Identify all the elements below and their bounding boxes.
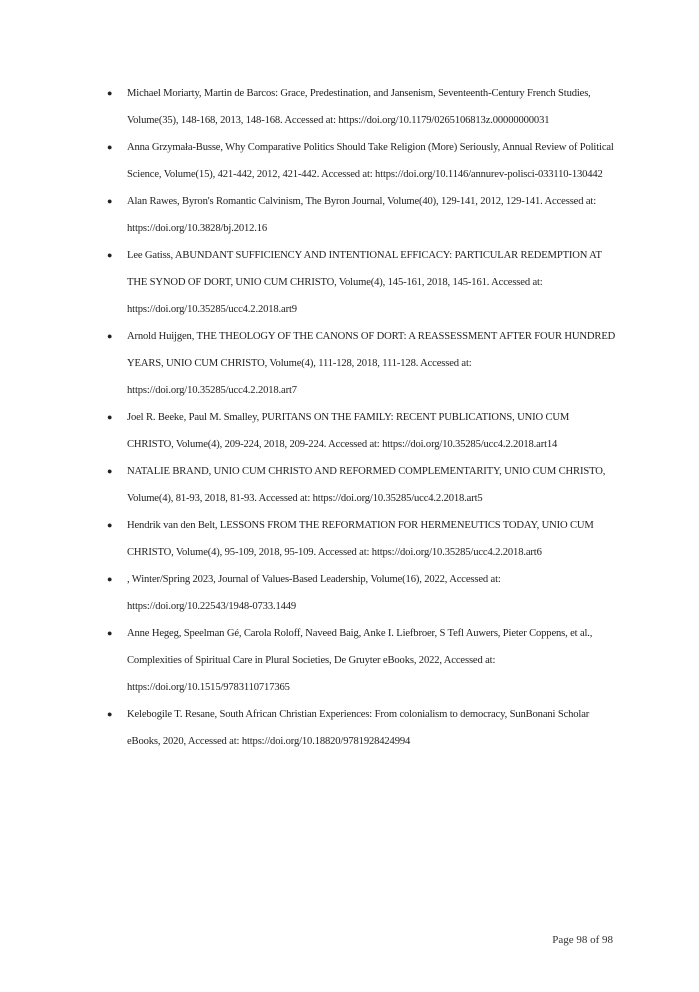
reference-text: Michael Moriarty, Martin de Barcos: Grace, Predestination, and Jansenism, Seventeenth-Century French Studies, Volume(35), 148-168, 2013, 148-168. Accessed at: https://doi.org/10.1179/0265106813z.00000000031 (127, 88, 591, 126)
reference-list (106, 80, 616, 755)
reference-item (106, 134, 616, 188)
reference-text: Arnold Huijgen, THE THEOLOGY OF THE CANONS OF DORT: A REASSESSMENT AFTER FOUR HUNDRED YEARS, UNIO CUM CHRISTO, Volume(4), 111-128, 2018, 111-128. Accessed at: https://doi.org/10.35285/ucc4.2.2018.art7 (127, 331, 616, 396)
bullet-icon: ● (107, 331, 113, 341)
reference-item (106, 566, 616, 620)
reference-item (106, 620, 616, 701)
reference-text: Kelebogile T. Resane, South African Christian Experiences: From colonialism to democracy, SunBonani Scholar eBooks, 2020, Accessed at: https://doi.org/10.18820/9781928424994 (127, 709, 590, 747)
reference-item (106, 242, 616, 323)
reference-text: Lee Gatiss, ABUNDANT SUFFICIENCY AND INTENTIONAL EFFICACY: PARTICULAR REDEMPTION AT THE SYNOD OF DORT, UNIO CUM CHRISTO, Volume(4), 145-161, 2018, 145-161. Accessed at: https://doi.org/10.35285/ucc4.2.2018.art9 (127, 250, 602, 315)
reference-text: Hendrik van den Belt, LESSONS FROM THE REFORMATION FOR HERMENEUTICS TODAY, UNIO CUM CHRISTO, Volume(4), 95-109, 2018, 95-109. Accessed at: https://doi.org/10.35285/ucc4.2.2018.art6 (127, 520, 594, 558)
bullet-icon: ● (107, 709, 113, 719)
bullet-icon: ● (107, 466, 113, 476)
bullet-icon: ● (107, 88, 113, 98)
reference-text: Joel R. Beeke, Paul M. Smalley, PURITANS ON THE FAMILY: RECENT PUBLICATIONS, UNIO CUM CHRISTO, Volume(4), 209-224, 2018, 209-224. Accessed at: https://doi.org/10.35285/ucc4.2.2018.art14 (127, 412, 570, 450)
reference-item (106, 188, 616, 242)
reference-item (106, 512, 616, 566)
reference-item (106, 701, 616, 755)
reference-item (106, 323, 616, 404)
bullet-icon: ● (107, 574, 113, 584)
page-number: Page 98 of 98 (552, 934, 613, 946)
bullet-icon: ● (107, 142, 113, 152)
reference-text: Anna Grzymała-Busse, Why Comparative Politics Should Take Religion (More) Seriously, Annual Review of Political Science, Volume(15), 421-442, 2012, 421-442. Accessed at: https://doi.org/10.1146/annurev-polisci-033110-130442 (127, 142, 614, 180)
reference-item (106, 80, 616, 134)
reference-text: , Winter/Spring 2023, Journal of Values-Based Leadership, Volume(16), 2022, Accessed at: https://doi.org/10.22543/1948-0733.1449 (127, 574, 501, 612)
reference-text: Anne Hegeg, Speelman Gé, Carola Roloff, Naveed Baig, Anke I. Liefbroer, S Tefl Auwers, Pieter Coppens, et al., Complexities of Spiritual Care in Plural Societies, De Gruyter eBooks, 2022, Accessed at: https://doi.org/10.1515/9783110717365 (127, 628, 593, 693)
bullet-icon: ● (107, 196, 113, 206)
bullet-icon: ● (107, 412, 113, 422)
bullet-icon: ● (107, 250, 113, 260)
reference-item (106, 404, 616, 458)
reference-item (106, 458, 616, 512)
reference-text: NATALIE BRAND, UNIO CUM CHRISTO AND REFORMED COMPLEMENTARITY, UNIO CUM CHRISTO, Volume(4), 81-93, 2018, 81-93. Accessed at: https://doi.org/10.35285/ucc4.2.2018.art5 (127, 466, 606, 504)
bullet-icon: ● (107, 520, 113, 530)
reference-text: Alan Rawes, Byron's Romantic Calvinism, The Byron Journal, Volume(40), 129-141, 2012, 129-141. Accessed at: https://doi.org/10.3828/bj.2012.16 (127, 196, 596, 234)
bullet-icon: ● (107, 628, 113, 638)
